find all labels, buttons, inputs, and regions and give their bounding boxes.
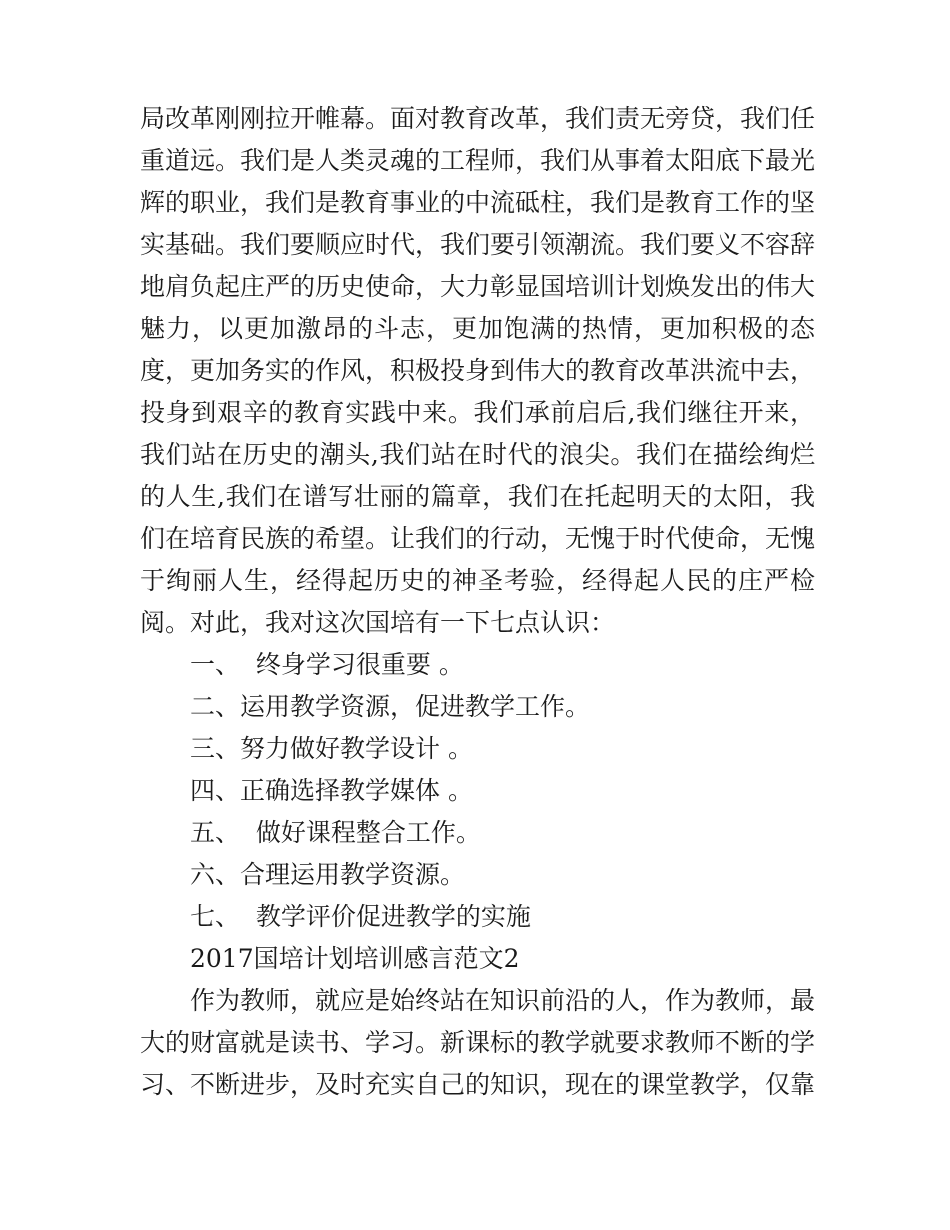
document-body <box>140 98 815 1106</box>
list-item: 六、合理运用教学资源。 <box>190 860 466 889</box>
section-heading: 2017国培计划培训感言范文2 <box>190 944 520 973</box>
list-item: 三、努力做好教学设计 。 <box>190 734 473 763</box>
body-paragraph: 局改革刚刚拉开帷幕。面对教育改革，我们责无旁贷，我们任重道远。我们是人类灵魂的工程师，我们从事着太阳底下最光辉的职业，我们是教育事业的中流砥柱，我们是教育工作的坚实基础。我们要顺应时代，我们要引领潮流。我们要义不容辞地肩负起庄严的历史使命，大力彰显国培训计划焕发出的伟大魅力，以更加激昂的斗志，更加饱满的热情，更加积极的态度，更加务实的作风，积极投身到伟大的教育改革洪流中去，投身到艰辛的教育实践中来。我们承前启后,我们继往开来，我们站在历史的潮头,我们站在时代的浪尖。我们在描绘绚烂的人生,我们在谱写壮丽的篇章，我们在托起明天的太阳，我们在培育民族的希望。让我们的行动，无愧于时代使命，无愧于绚丽人生，经得起历史的神圣考验，经得起人民的庄严检阅。对此，我对这次国培有一下七点认识： <box>140 104 816 637</box>
list-item: 一、 终身学习很重要 。 <box>190 650 464 679</box>
body-paragraph: 作为教师，就应是始终站在知识前沿的人，作为教师，最大的财富就是读书、学习。新课标的教学就要求教师不断的学习、不断进步，及时充实自己的知识，现在的课堂教学，仅靠 <box>140 986 816 1099</box>
key-points-list <box>140 644 815 938</box>
list-item: 七、 教学评价促进教学的实施 <box>190 902 531 931</box>
list-item: 四、正确选择教学媒体 。 <box>190 776 473 805</box>
list-item: 五、 做好课程整合工作。 <box>190 818 481 847</box>
list-item: 二、运用教学资源，促进教学工作。 <box>190 692 591 721</box>
